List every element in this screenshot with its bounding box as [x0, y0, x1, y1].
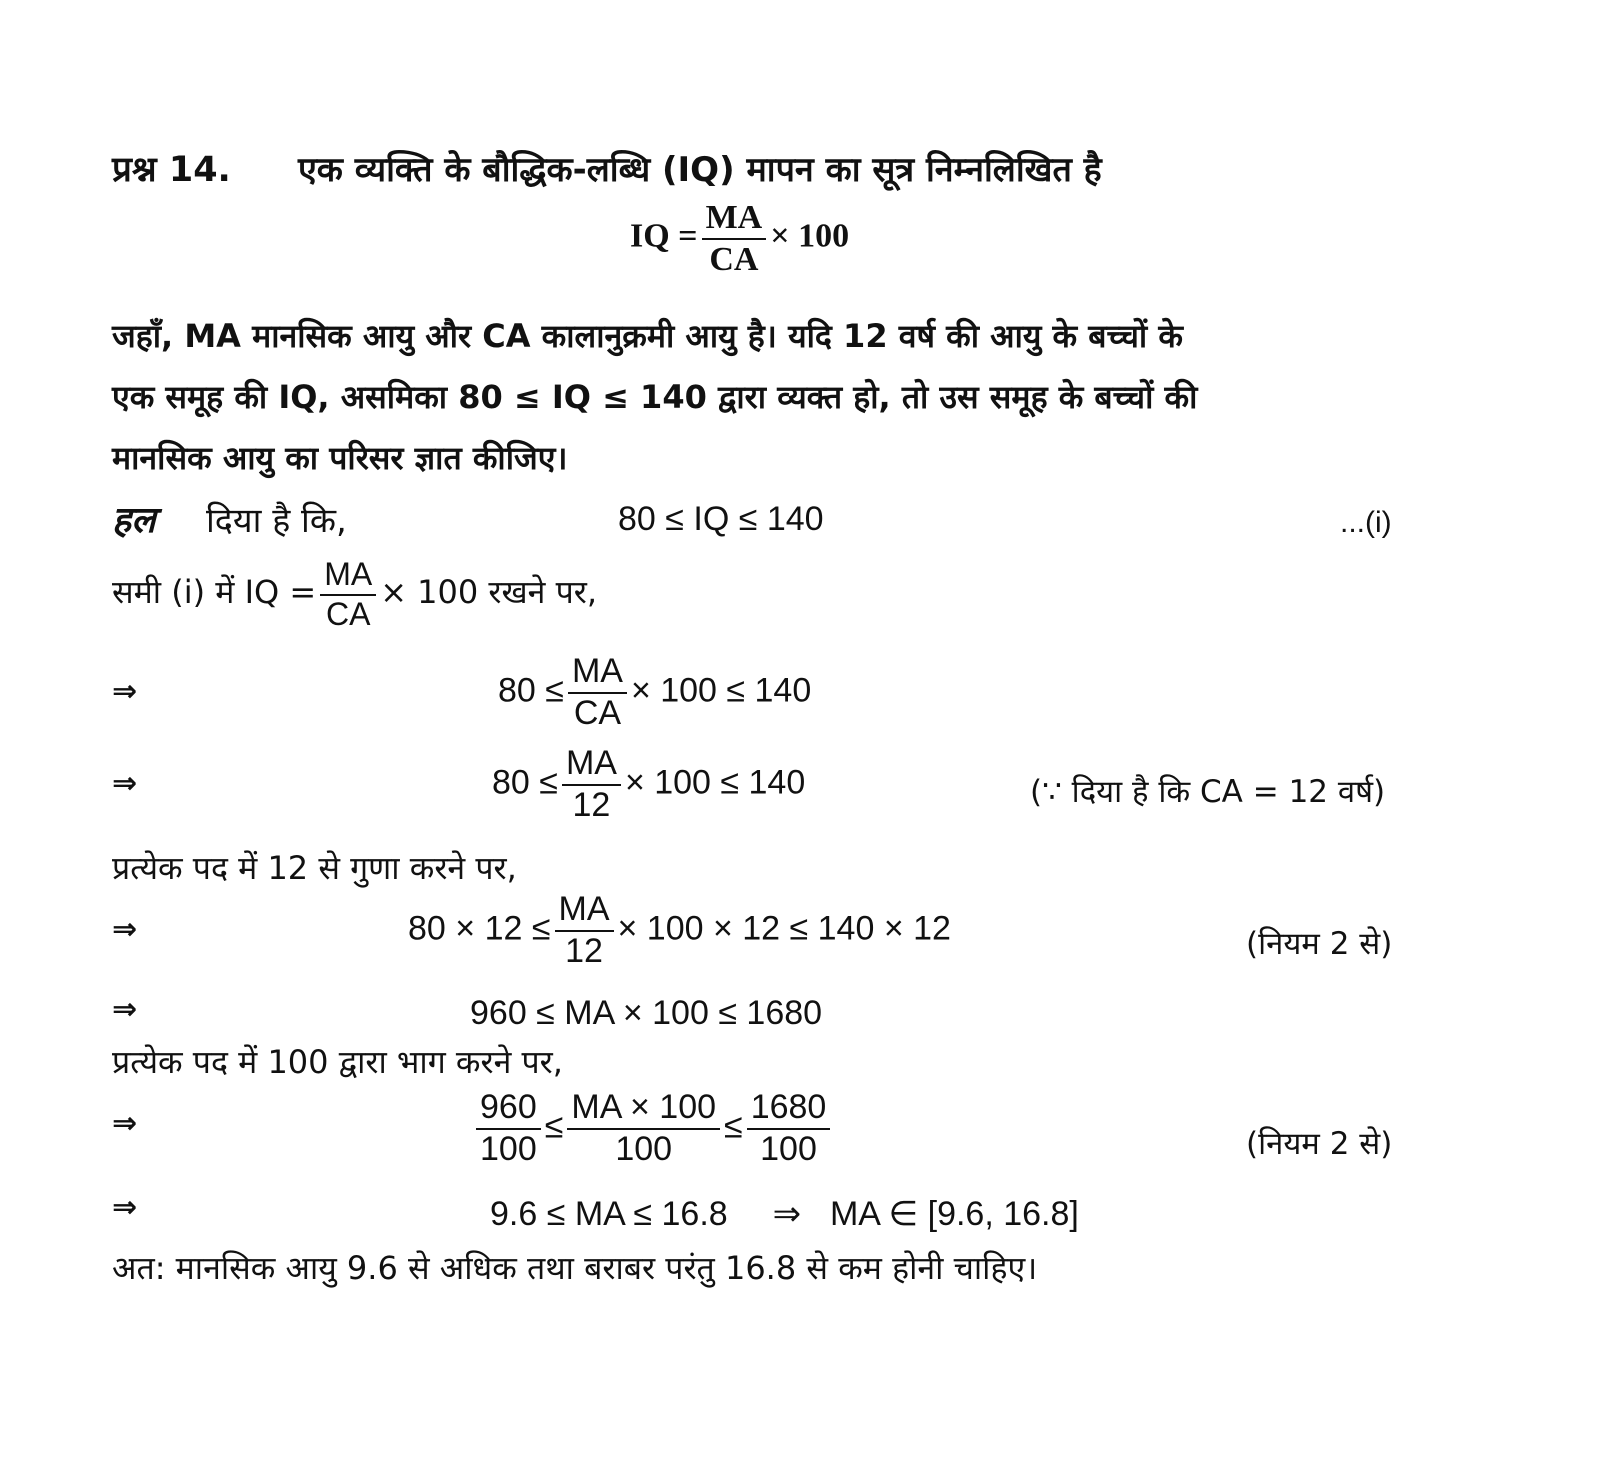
given-text: दिया है कि,: [206, 501, 347, 541]
step-2: [492, 746, 805, 823]
step-3-numerator: MA: [555, 892, 614, 932]
step-6-inequality: 9.6 ≤ MA ≤ 16.8: [490, 1195, 728, 1233]
step-6-result: MA ∈ [9.6, 16.8]: [829, 1195, 1079, 1233]
substitution-denominator: CA: [325, 595, 371, 632]
step-3-pre: 80 × 12 ≤: [408, 909, 551, 948]
formula-numerator: MA: [702, 200, 767, 240]
divide-text: प्रत्येक पद में 100 द्वारा भाग करने पर,: [112, 1043, 563, 1081]
substitution-fraction: [320, 558, 376, 631]
step-4: 960 ≤ MA × 100 ≤ 1680: [470, 994, 823, 1032]
implies-arrow-1: ⇒: [112, 674, 138, 709]
step-1-numerator: MA: [568, 654, 627, 694]
step-2-note: (∵ दिया है कि CA = 12 वर्ष): [1030, 774, 1386, 810]
substitution-numerator: MA: [320, 558, 376, 596]
given-equation: 80 ≤ IQ ≤ 140: [618, 500, 824, 538]
step-1-fraction: [568, 654, 627, 731]
step-3-post: × 100 × 12 ≤ 140 × 12: [617, 909, 951, 948]
step-3-denominator: 12: [565, 931, 603, 970]
formula-rhs: × 100: [770, 217, 850, 255]
implies-arrow-5: ⇒: [112, 1106, 138, 1141]
step-5-le-1: ≤: [544, 1107, 564, 1146]
iq-formula: [630, 200, 849, 277]
step-1: [498, 654, 811, 731]
step-5: [472, 1090, 834, 1167]
given-ref: ...(i): [1340, 506, 1392, 539]
formula-denominator: CA: [709, 240, 759, 278]
step-3-note: (नियम 2 से): [1246, 926, 1393, 962]
solution-label: हल: [112, 500, 156, 541]
step-2-numerator: MA: [562, 746, 621, 786]
step-5-f3-denominator: 100: [760, 1129, 817, 1168]
implies-arrow-4: ⇒: [112, 992, 138, 1027]
step-5-f1-denominator: 100: [480, 1129, 537, 1168]
implies-arrow-6: ⇒: [112, 1190, 138, 1225]
question-text: एक व्यक्ति के बौद्धिक-लब्धि (IQ) मापन का सूत्र निम्नलिखित है: [298, 150, 1102, 190]
step-5-f2-numerator: MA × 100: [567, 1090, 720, 1130]
step-1-post: × 100 ≤ 140: [630, 671, 812, 710]
substitution-line: [112, 558, 597, 631]
step-5-f1-numerator: 960: [476, 1090, 541, 1130]
step-5-fraction-1: [476, 1090, 541, 1167]
step-6: [490, 1194, 1079, 1234]
conclusion-text: अत: मानसिक आयु 9.6 से अधिक तथा बराबर परंतु 16.8 से कम होनी चाहिए।: [112, 1249, 1038, 1287]
step-5-fraction-3: [747, 1090, 831, 1167]
step-1-pre: 80 ≤: [498, 671, 564, 710]
question-para-line-2: एक समूह की IQ, असमिका 80 ≤ IQ ≤ 140 द्वारा व्यक्त हो, तो उस समूह के बच्चों की: [112, 378, 1198, 416]
step-5-fraction-2: [567, 1090, 720, 1167]
step-5-f3-numerator: 1680: [747, 1090, 831, 1130]
step-6-arrow: ⇒: [772, 1195, 802, 1233]
implies-arrow-3: ⇒: [112, 912, 138, 947]
step-1-denominator: CA: [573, 693, 622, 732]
multiply-text: प्रत्येक पद में 12 से गुणा करने पर,: [112, 849, 517, 887]
step-3: [408, 892, 951, 969]
step-3-fraction: [555, 892, 614, 969]
formula-fraction: [702, 200, 767, 277]
step-2-fraction: [562, 746, 621, 823]
question-para-line-3: मानसिक आयु का परिसर ज्ञात कीजिए।: [112, 439, 568, 477]
step-5-note: (नियम 2 से): [1246, 1126, 1393, 1162]
substitution-pre: समी (i) में IQ =: [112, 573, 317, 612]
step-5-f2-denominator: 100: [615, 1129, 673, 1168]
question-para-line-1: जहाँ, MA मानसिक आयु और CA कालानुक्रमी आयु है। यदि 12 वर्ष की आयु के बच्चों के: [112, 317, 1183, 355]
formula-lhs: IQ =: [630, 217, 698, 255]
step-5-le-2: ≤: [724, 1107, 743, 1146]
step-2-denominator: 12: [572, 785, 611, 824]
question-number: प्रश्न 14.: [112, 150, 231, 190]
step-2-post: × 100 ≤ 140: [624, 763, 806, 802]
implies-arrow-2: ⇒: [112, 766, 138, 801]
substitution-post: × 100 रखने पर,: [380, 573, 598, 612]
step-2-pre: 80 ≤: [492, 763, 558, 802]
